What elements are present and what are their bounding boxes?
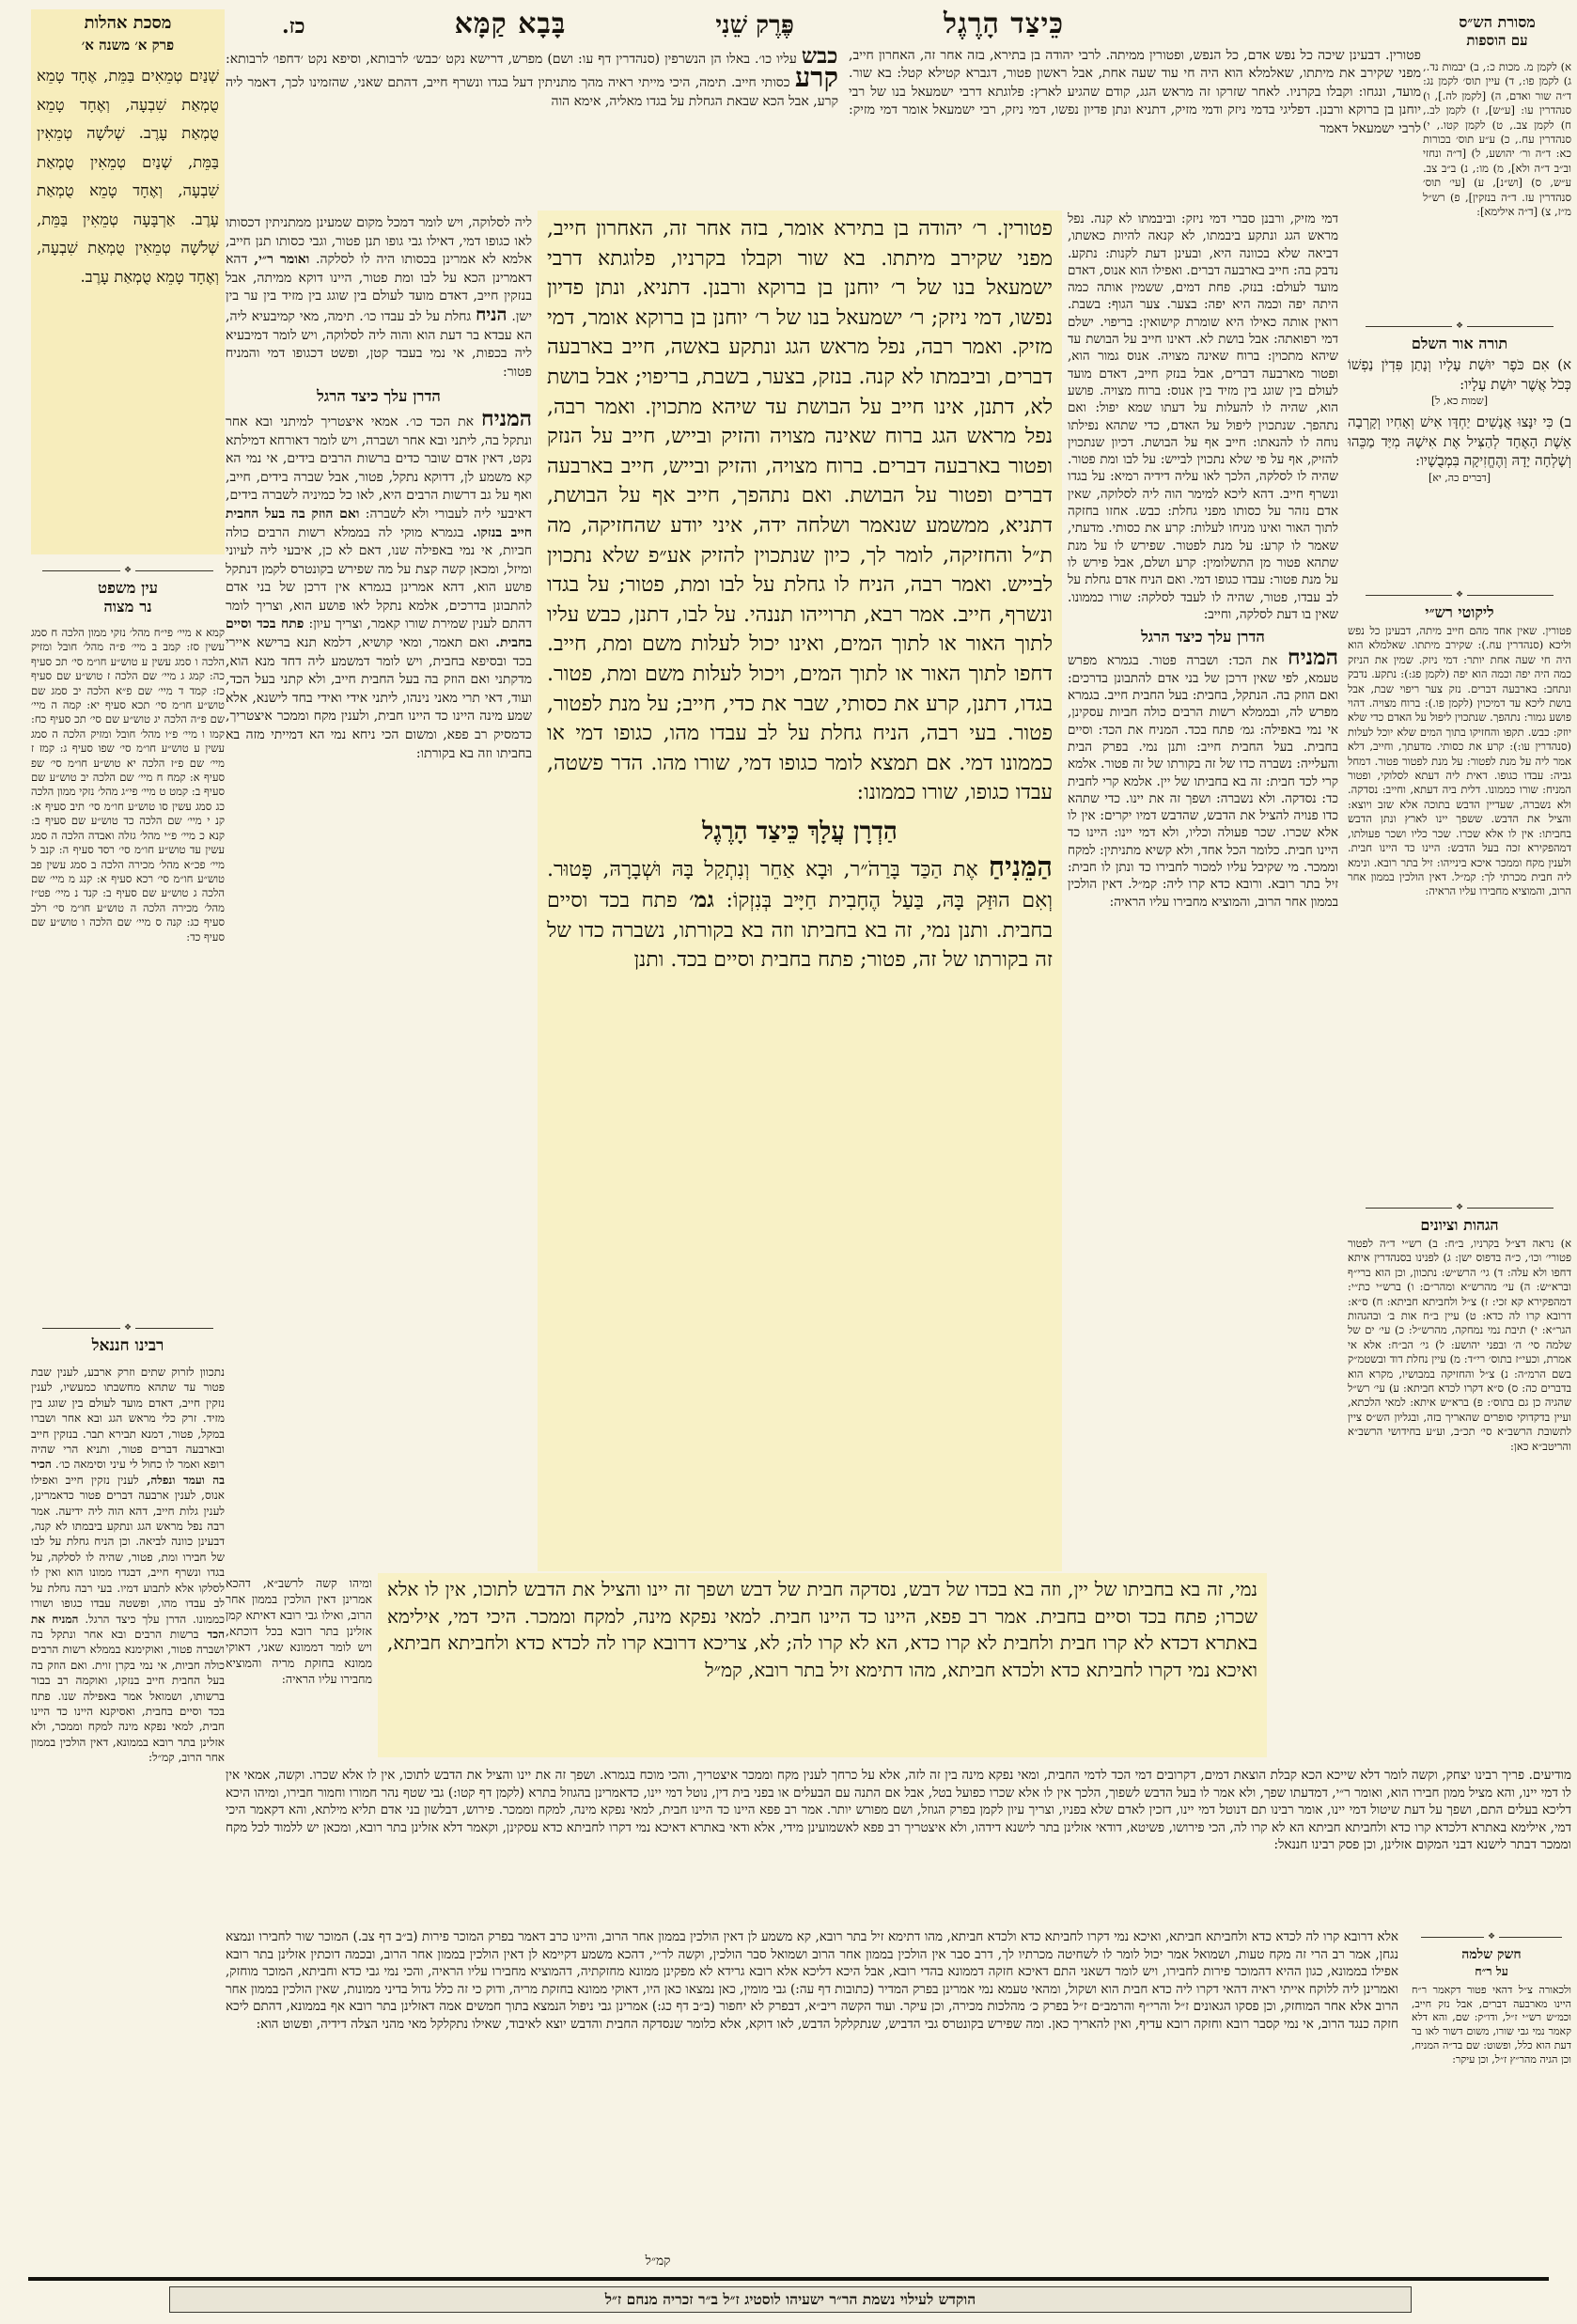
page-header [282,8,1064,49]
section-divider [1366,590,1554,600]
section-divider [1421,1928,1562,1946]
torah-or-verse-2: ב) כִּי יִנָּצוּ אֲנָשִׁים יַחְדָּו אִישׁ וְאָחִיו וְקָרְבָה אֵשֶׁת הָאֶחָד לְהַצִּיל אֶת אִישָׁהּ מִיַּד מַכֵּהוּ וְשָׁלְחָה יָדָהּ וְהֶחֱזִיקָה בִּמְבֻשָׁיו: [1348,413,1571,469]
mishnah-box-subtitle: פרק א׳ משנה א׳ [81,37,175,54]
rabbeinu-chananel-text [31,1365,225,2259]
ein-mishpat-title-line1: עין משפט [97,579,159,597]
divider-ornament-icon: ❖ [123,566,133,575]
rc-text-1: נתכוון לזרוק שתים וזרק ארבע, לענין שבת פטור עד שתהא מחשבתו כמעשיו, לענין נזקין חייב, דאדם מועד לעולם בין שוגג בין מזיד. זרק כלי מראש הגג ובא אחר ושברו במקל, פטור, דמנא תבירא תבר. בנזקין חייב ובארבעה דברים פטור, ותניא הרי שהיה רופא ואמר לו כחול לי עיני וסימאה כו׳. [31,1365,225,1472]
section-divider [1366,1203,1554,1212]
tosafot-text-6a: את הכד כו׳. אמאי איצטריך למיתני ובא אחר ונתקל בה, ליתני ובא אחר ושברה, ויש לומר דאורחא דמילתא נקט, דאין אדם שובר כדים ברשות הרבים בידים, אי נמי הא קא משמע לן, דדוקא נתקל, פטור, אבל שברה בידים, חייב, ואף על גב דרשות הרבים היא, לאו כל כמיניה לשברה בידים, דאיבעי ליה לעבורי ולא לשברה: [226,413,532,522]
rc-bold-2: המניח את הכד [31,1612,225,1641]
cheshek-shlomo-title-line1: חשק שלמה [1461,1946,1522,1962]
chapter-name: כֵּיצַד הָרֶגֶל [943,8,1064,40]
tosafot-top-2: כסותי חייב. תימה, היכי מייתי ראיה מהך מתניתין דעל בגדו ונשרף חייב, דהתם שאני, שהזמינו לכך, דאמר ליה קרע, אבל הכא שבאת הגחלת על בגדו מאליה, אימא הוה [226,75,838,109]
tosafot-lead-heniach: הניח [476,304,507,325]
mishnah-ohalot-box [31,9,225,554]
tosafot-lead-kera: קרע [794,61,838,94]
masoret-title-line2: עם הוספות [1466,32,1528,49]
hagahot-title: הגהות וציונים [1420,1216,1499,1234]
mishnah-box-text: שְׁנַיִם טְמֵאִים בַּמֵּת, אֶחָד טָמֵא טֻמְאַת שִׁבְעָה, וְאֶחָד טָמֵא טֻמְאַת עָרֶב. שְׁלֹשָׁה טְמֵאִין בַּמֵּת, שְׁנַיִם טְמֵאִין טֻמְאַת שִׁבְעָה, וְאֶחָד טָמֵא טֻמְאַת עָרֶב. אַרְבָּעָה טְמֵאִין בַּמֵּת, שְׁלֹשָׁה טְמֵאִין טֻמְאַת שִׁבְעָה, וְאֶחָד טָמֵא טֻמְאַת עָרֶב. [37,67,219,286]
torah-or-ref-1: [שמות כא, ל] [1430,395,1489,407]
torah-or-ref-2: [דברים כה, יא] [1428,471,1491,484]
ein-mishpat-title-line2: נר מצוה [103,598,152,616]
hagahot-text: א) נראה דצ״ל בקרניו, ב״ח: ב) רש״י ד״ה לפטור פטורי׳ וכו׳, כ״ה בדפוס ישן: ג) לפנינו בסנהדרין איתא דחפו ולא עלה: ד) גי׳ הרש״ש: נתכוון, וכן הוא ברי״ף וברא״ש: ה) עי׳ מהרש״א ומהר״ם: ו) ברש״י כת״י: דמהפקירא קא זכי: ז) צ״ל ולחביתא חביתא: ח) ס״א: דרובא קרו לה כדא: ט) עיין ב״ח אות ב׳ ובהגהות הגר״א: י) תיבת נמי נמחקה, מהרש״ל: כ) עי׳ ים של שלמה סי׳ ה׳ ובפני יהושע: ל) גי׳ הב״ח: אלא אי אמרת, וכעי״ז בתוס׳ רי״ד: מ) עיין נחלת דוד ובשטמ״ק בשם הרמ״ה: נ) צ״ל והחזיקה במבושיו, מקרא הוא בדברים כה: ס) ס״א דקרו לכדא חביתא: ע) עי׳ רש״ל שהגיה כן גם בתוס׳: פ) ברא״ש איתא: למאי הלכתא, ועיין בדקדוקי סופרים שהאריך בזה, ובגליון הש״ס ציין לתשובת הרשב״א סי׳ תכ״ב, וע״ע בחידושי הרשב״א והריטב״א כאן: [1348,1237,1571,1453]
tosafot-continuation-text: ומיהו קשה לרשב״א, דהכא אמרינן דאין הולכין בממון אחר הרוב, ואילו גבי רובא דאיתא קמן אזלינן בתר רובא בכל דוכתא, ויש לומר דממונא שאני, דאוקי ממונא בחזקת מריה והמוציא מחבירו עליו הראיה: [226,1576,372,1686]
rashi-text-2: את הכד: ושברה פטור. בגמרא מפרש טעמא, לפי שאין דרכן של בני אדם להתבונן בדרכים: ואם הוזק בה. הנתקל, בחבית: בעל החבית חייב. בגמרא מפרש לה, ובממלא רשות הרבים כולה חביות עסקינן, אי נמי באפילה: גמ׳ פתח בכד. המניח את הכד: וסיים בחבית. בעל החבית חייב: ותנן נמי. בפרק הבית והעלייה: נשברה כדו של זה בקורתו של זה פטור. אלמא קרי לכד חבית: זה בא בחביתו של יין. אלמא קרי לחבית כד: נסדקה. ולא נשברה: ושפך זה את יינו. כדי שתהא כדו פנויה להציל את הדבש, שהדבש דמיו יקרים: אין לו אלא שכרו. שכר פעולה וכליו, ולא דמי יינו: היינו כד היינו חבית. כלומר הכל אחד, ולא קשיא מתניתין: למקח וממכר. מי שקיבל עליו למכור לחבירו כד ונתן לו חבית: זיל בתר רובא. ורובא כדא קרו ליה: קמ״ל. דאין הולכין בממון אחר הרוב, והמוציא מחבירו עליו הראיה: [1068,653,1338,910]
ein-mishpat-text: קמא א מיי׳ פי״ח מהל׳ נזקי ממון הלכה ח סמג עשין סז: קמב ב מיי׳ פ״ה מהל׳ חובל ומזיק הלכה ו סמג עשין ע טוש״ע חו״מ סי׳ תכ סעיף כה: קמג ג מיי׳ שם הלכה ז טוש״ע שם סעיף כז: קמד ד מיי׳ שם פ״א הלכה יב סמג שם טוש״ע חו״מ סי׳ תכא סעיף יא: קמה ה מיי׳ שם פ״ה הלכה יג טוש״ע שם סי׳ תכ סעיף כח: קמו ו מיי׳ פ״ו מהל׳ חובל ומזיק הלכה ה סמג עשין ע טוש״ע חו״מ סי׳ שפו סעיף ג: קמז ז מיי׳ שם פ״ז הלכה יא טוש״ע חו״מ סי׳ שפ סעיף א: קמח ח מיי׳ שם הלכה יב טוש״ע שם סעיף ב: קמט ט מיי׳ פי״ג מהל׳ נזקי ממון הלכה כג סמג עשין סו טוש״ע חו״מ סי׳ תיב סעיף א: קנ י מיי׳ שם הלכה כד טוש״ע שם סעיף ב: קנא כ מיי׳ פ״י מהל׳ גזלה ואבדה הלכה ה סמג עשין עד טוש״ע חו״מ סי׳ רסד סעיף ה: קנב ל מיי׳ פכ״א מהל׳ מכירה הלכה ב סמג עשין פב טוש״ע חו״מ סי׳ רכא סעיף א: קנג מ מיי׳ שם הלכה ג טוש״ע שם סעיף ב: קנד נ מיי׳ פט״ז מהל׳ מכירה הלכה ה טוש״ע חו״מ סי׳ רלב סעיף כג: קנה ס מיי׳ שם הלכה ו טוש״ע שם סעיף כד: [31,626,225,944]
tosafot-text-5: גחלת על לב עבדו כו׳. תימה, מאי קמיבעיא ליה, הא עבדא בר דעת הוא והוה ליה לסלוקה, ויש לומר דמיבעיא ליה בכפות, אי נמי בעבד קטן, ופשט דכגופו דמי והמניח פטור: [226,308,532,380]
likutei-rashi-section [1348,590,1571,1199]
gemara-wide-block: נמי, זה בא בחביתו של יין, וזה בא בכדו של דבש, נסדקה חבית של דבש ושפך זה יינו והציל את הדבש לתוכו, אין לו אלא שכרו; פתח בכד וסיים בחבית. אמר רב פפא, היינו כד היינו חבית. למאי נפקא מינה, למקח וממכר. היכי דמי, אילימא באתרא דכדא לא קרו חבית ולחבית לא קרו כדא, הא לא קרו לה; לא, צריכא דרובא קרו לה לכדא כדא ולחביתא חביתא, ואיכא נמי דקרו לחביתא כדא ולכדא חביתא, מהו דתימא זיל בתר רובא, קמ״ל [378,1573,1267,1757]
divider-ornament-icon: ❖ [1487,1932,1496,1942]
tosafot-text-3b: דהא דאמרינן הכא על לבו ומת פטור, היינו דוקא ממיתה, אבל בנזקין חייב, דאדם מועד לעולם בין שוגג בין מזיד בין ער בין ישן. [226,252,532,324]
mishnah-lead-hameniach: הַמֵּנִיחַ [988,850,1053,883]
mishnah-text: אֶת הַכַּד בָּרַהֹ״ר, וּבָא אַחֵר וְנִתְקַל בָּהּ וּשְׁבָרָהּ, פָּטוּר. וְאִם הוּזַּק בָּהּ, בַּעַל הֶחָבִית חַיָּיב בְּנִזְקוֹ: [547,858,1053,913]
hadran-rashi: הדרן עלך כיצד הרגל [1141,628,1265,647]
rashi-lead-hameniach: המניח [1288,645,1338,671]
divider-ornament-icon: ❖ [1455,321,1464,331]
tosafot-text-6b: בגמרא מוקי לה בממלא רשות הרבים כולה חביות, אי נמי באפילה שנו, דאם לא כן, איבעי ליה לעיוני ומיזל, ומכאן קשה קצת על מה שפירש בקונטרס לקמן דנתקל פושע הוא, דהא אמרינן בגמרא אין דרכן של בני אדם להתבונן בדרכים, אלמא נתקל לאו פושע הוא, וצריך לומר דהתם לענין שמירת שורו קאמר, וצריך עיון: [226,524,532,632]
section-divider [42,1323,213,1333]
rabbeinu-chananel-title: רבינו חננאל [91,1336,164,1355]
divider-ornament-icon: ❖ [123,1323,133,1333]
gemara-text-1: פטורין. ר׳ יהודה בן בתירא אומר, בזה אחר זה, האחרון חייב, מפני שקירב מיתתו. בא שור וקבלו בקרניו, פלוגתא דרבי ישמעאל בנו של ר׳ יוחנן בן ברוקא ורבנן. דתניא, ונתן פדיון נפשו, דמי ניזק; ר׳ ישמעאל בנו של ר׳ יוחנן בן ברוקא אומר, דמי מזיק. ואמר רבה, נפל מראש הגג ונתקע באשה, חייב בארבעה דברים, וביבמתו לא קנה. בנזק, בצער, בשבת, בריפוי; אבל בושת לא, דתנן, אינו חייב על הבושת עד שיהא מתכוין. ואמר רבה, נפל מראש הגג ברוח שאינה מצויה והזיק ובייש, חייב על הנזק ופטור בארבעה דברים. ברוח מצויה, והזיק ובייש, חייב בארבעה דברים ופטור על הבושת. ואם נתהפך, חייב אף על הבושת, דתניא, ממשמע שנאמר ושלחה ידה, איני יודע שהחזיקה, מה ת״ל והחזיקה, לומר לך, כיון שנתכוין להזיק אע״פ שלא נתכוין לבייש. ואמר רבה, הניח לו גחלת על לבו ומת, פטור; על בגדו ונשרף, חייב. אמר רבא, תרוייהו תננהי. על לבו, דתנן, כבש עליו לתוך האור או לתוך המים, ואינו יכול לעלות משם ומת, חייב. דחפו לתוך האור או לתוך המים, ויכול לעלות משם ומת, פטור. בגדו, דתנן, קרע את כסותי, שבר את כדי, חייב; על מנת לפטור, פטור. בעי רבה, הניח גחלת על לב עבדו מהו, כגופו דמי או כממונו דמי. אם תמצא לומר כגופו דמי, שורו מהו. הדר פשטה, עבדו כגופו, שורו כממונו: [547,217,1053,805]
masoret-title [1423,13,1571,50]
rashi-column [1068,211,1338,1571]
tosafot-lead-keves: כבש [801,47,838,69]
bottom-commentary-b [226,1928,1571,2252]
ein-mishpat-title [31,579,225,616]
hadran-gemara: הַדְרָן עֲלָךְ כֵּיצַד הָרֶגֶל [702,817,898,846]
torah-or-section [1348,321,1571,490]
daf-number: כז. [282,14,305,39]
cheshek-shlomo-title-line2: על ר״ח [1475,1964,1508,1979]
section-divider [42,566,213,575]
bottom-rule [28,2277,1549,2281]
gemara-text-2: פתח בכד וסיים בחבית. ותנן נמי, זה בא בחביתו וזה בא בקורתו, נשברה כדו של זה בקורתו של זה, פטור; פתח בחבית וסיים בכד. ותנן [547,889,1053,973]
masoret-title-line1: מסורת הש״ס [1459,13,1536,31]
rashi-text-1: דמי מזיק, ורבנן סברי דמי ניזק: וביבמתו לא קנה. נפל מראש הגג ונתקע ביבמתו, לא קנאה להיות כאשתו, דביאה שלא בכוונה היא, ובעינן דעת לקנות: נתקע. נדבק בה: חייב בארבעה דברים. ואפילו הוא אנוס, דאדם מועד לעולם: בנזק. פחת דמים, ששמין אותה כמה היתה יפה וכמה היא יפה: בצער. צער הגוף: בשבת. רואין אותה כאילו היא שומרת קישואין: בריפוי. ישלם דמי רפואתה: אבל בושת לא. דאינו חייב על הבושת עד שיהא מתכוין: ברוח שאינה מצויה. אנוס גמור הוא, ופטור מארבעה דברים, אבל בנזק חייב, דאדם מועד לעולם בין שוגג בין מזיד בין אנוס: ברוח מצויה. פושע הוא, שהיה לו להעלות על דעתו שמא יפול: ואם נתהפך. שנתכוין ליפול על האדם, כדי שתהא נפילתו נוחה לו להנאתו: חייב אף על הבושת. דכיון שנתכוין להזיק, אף על פי שלא נתכוין לבייש: על לבו ומת פטור. שהיה לו לסלקה, הלכך לאו עליה דידיה רמיא: על בגדו ונשרף חייב. דהא ליכא למימר הוה ליה לסלוקה, שאין אדם נזהר על כסותו מפני גחלת: כבש. אחזו בחזקה לתוך האור ואינו מניחו לעלות: קרע את כסותי. מדעתי, שאמר לו קרע: על מנת לפטור. שפירש לו על מנת שתהא פטור מן התשלומין: קרע ושלם, אבל פירש לו על מנת פטור: עבדו כגופו דמי. ואם הניח אדם גחלת על לב עבדו, פטור, שהיה לו לעבד לסלקה: שורו כממונו. שאין בו דעת לסלקה, וחייב: [1068,211,1338,622]
bottom-commentary-a: מודיעים. פריך רבינו יצחק, וקשה לומר דלא שייכא הכא קבלת הוצאת דמים, דקרובים דמי הכד לדמי החבית, ומאי נפקא מינה בין זה לזה, אלא על כרחך לענין מקח וממכר איצטריך, והכי מוכח בגמרא. ושפך זה את יינו והציל את הדבש לתוכו, אין לו אלא שכרו. וקשה, אמאי אין לו דמי יינו, והא מציל ממון חבירו הוא, ואומר ר״י, דמדעתו שפך, ולא אמר לו בעל הדבש לשפוך, הלכך אין לו אלא שכרו כפועל בטל, אבל אם התנה עם הבעלים או בפני בית דין, נוטל דמי יינו, כדאמרינן בהגוזל בתרא (לקמן דף קטו:) גבי שטף נהר חמורו וחמור חבירו, ומיהו היכא דליכא בעלים התם, ושפך על דעת שיטול דמי יינו, אומר רבינו תם דנוטל דמי יינו, דזכין לאדם שלא בפניו, וצריך עיון לקמן בפרק הגוזל, ושם מפורש יותר. אמר רב פפא היינו כד היינו חבית, למאי נפקא מינה, למקח וממכר. פירוש, דבלשון בני אדם תליא מילתא, והא דקאמר היכי דמי, אילימא באתרא דלכדא קרו כדא ולחביתא חביתא הא לא קרו לה, הכי פירושו, פשיטא, דודאי אזלינן בתר לישנא דידהו, ולא איצטריך רב פפא לאשמועינן מידי, אלא ודאי באתרא דאיכא נמי דקרו לחביתא כדא עסקינן, וקאמר דלא אזלינן בתר רובא, ומכאן יש ללמוד לכל מקח וממכר דבתר לישנא דבני המקום אזלינן, וכן פסק רבינו חננאל: [226,1768,1571,1853]
divider-ornament-icon: ❖ [1455,590,1464,600]
closing-word: קמ״ל [645,2254,671,2269]
likutei-rashi-text: פטורין. שאין אחד מהם חייב מיתה, דבעינן כל נפש וליכא (סנהדרין עח.): שקירב מיתתו. שאלמלא הוא היה חי שעה אחת יותר: דמי ניזק. שמין את הניזק כמה היה יפה וכמה הוא יפה (לקמן פג:): נתקע. נדבק ונתחב: בארבעה דברים. נזק צער ריפוי שבת, אבל בושת ליכא עד דמיכוין (לקמן פו.): ברוח מצויה. דהוי פושע גמור: נתהפך. שנתכוין ליפול על האדם כדי שלא יוזק: כבש. תקפו והחזיקו בתוך המים שלא יוכל לעלות (סנהדרין עו:): קרע את כסותי. מדעתך, וחייב, דלא אמר ליה על מנת לפטור: על מנת לפטור פטור. דמחל גביה: עבדו כגופו. דאית ליה דעתא לסלוקי, ופטור המניח: שורו כממונו. דלית ביה דעתא, וחייב: נסדקה. ולא נשברה, שעדיין הדבש בתוכה אלא שזב ויוצא: והציל את הדבש. ששפך יינו לארץ ונתן הדבש בחביתו: אין לו אלא שכרו. שכר כליו ושכר פעולתו, דמהפקירא זכה בעל הדבש: היינו כד היינו חבית. ולענין מקח וממכר איכא בינייהו: זיל בתר רובא. ונימא ליה חבית מכרתי לך: קמ״ל. דאין הולכין בממון אחר הרוב, והמוציא מחבירו עליו הראיה: [1348,624,1571,898]
likutei-rashi-title: ליקוטי רש״י [1425,603,1494,621]
section-divider [1366,321,1554,331]
rc-bold-1: הכיר בה ועמד ונפלה, [31,1458,225,1487]
tractate-name: בָּבָא קַמָּא [454,8,567,40]
bottom-commentary-b-text: אלא דרובא קרו לה לכדא כדא ולחביתא חביתא, ואיכא נמי דקרו לחביתא כדא ולכדא חביתא, מהו דתימא זיל בתר רובא, קא משמע לן דאין הולכין בממון אחר הרוב, והיינו כרב דאמר בפרק המוכר פירות (ב״ב דף צב.) המוכר שור לחבירו ונמצא נגחן, אמר רב הרי זה מקח טעות, ושמואל אמר יכול לומר לו לשחיטה מכרתיו לך, דרב סבר אין הולכין בממון אחר הרוב ושמואל סבר הולכין, וקשה לר״י, דהכא משמע דקיימא לן דאין הולכין בממון אחר הרוב, ובכמה דוכתין אזלינן בתר רובא אפילו בממונא, כגון ההיא דהמוכר פירות לחבירו, ויש לומר דשאני התם דאיכא חזקה דממונא בהדי רובא, אבל היכא דליכא אלא רובא גרידא לא מפקינן ממונא מחזקתיה, דהמוציא מחבירו עליו הראיה, והכי נמי גבי כדא וחביתא, המוכר מוחזק, ואמרינן ליה ללוקח אייתי ראיה דהאי דקרו ליה כדא חבית הוא ושקול, ומהאי טעמא נמי אמרינן בפרק המדיר (כתובות דף עה:) גבי מומין, כאן נמצאו כאן היו, דאוקי ממונא בחזקת מריה, ודוק כי זה כלל גדול בדיני ממונות, שאין הולכין בממון אחר הרוב אלא אחר המוחזק, וכן פסקו הגאונים ז״ל והרי״ף והרמב״ם ז״ל בפרק כ׳ מהלכות מכירה, וכן עיקר. ועוד הקשה ריב״א, דבפרק לא יחפור (ב״ב דף כג:) אמרינן גבי ניפול הנמצא בתוך חמשים אמה דאזלינן בתר רובא אף בממונא, דהתם ליכא חזקה כנגד הרוב, אי נמי קסבר רובא וחזקה רובא עדיף, ואין להאריך כאן. ומה שפירש בקונטרס גבי הדביש, שנתקלקל הדבש, לאו דוקא, אלא כלומר שנסדקה החבית והדבש יוצא לאיבוד, שאילו נתקלקל מאי מהני הצלה דידיה, ופשוט הוא: [226,1929,1398,2032]
perek-label: פֶּרֶק שֵׁנִי [715,11,794,39]
tosafot-lead-hameniach: המניח [481,405,532,431]
divider-ornament-icon: ❖ [1455,1203,1464,1212]
gemara-column [538,211,1062,1571]
tosafot-top-text [226,47,838,212]
rc-text-3: ברשות הרבים ובא אחר ונתקל בה ושברה פטור, ואוקימנא בממלא רשות הרבים כולה חביות, אי נמי בקרן זוית. ואם הוזק בה בעל החבית חייב בנזקו, ואוקמה רב בבור ברשותו, ושמואל אמר באפילה שנו. פתח בכד וסיים בחבית, ואסיקנא היינו כד היינו חבית, למאי נפקא מינה למקח וממכר, ולא אזלינן בתר רובא בממונא, דאין הולכין בממון אחר הרוב, קמ״ל: [31,1627,225,1765]
dedication-strip: הוקדש לעילוי נשמת הר״ר ישעיהו לוסטיג ז״ל ב״ר זכריה מנחם ז״ל [169,2286,1412,2313]
tosafot-text-3a: ליה לסלוקה, ויש לומר דמכל מקום שמעינן ממתניתין דכסותו לאו כגופו דמי, דאילו גבי גופו תנן פטור, וגבי כסותו תנן חייב, אלמא לא אמרינן בכסותו היה לו לסלקה. [226,215,532,268]
tosafot-column [226,214,532,1564]
tosafot-text-6c: ואם תאמר, ומאי קושיא, דלמא תנא ברישא איירי בכד ובסיפא בחבית, ויש לומר דמשמע ליה דחד מנא הוא, מדקתני ואם הוזק בה בעל החבית חייב, ולא קתני בעל הכד, ועוד, דאי תרי מאני נינהו, ליתני אידי ואידי בחד לישנא, אלא שמע מינה היינו כד היינו חבית, ולענין מקח וממכר איצטריך, כדמסיק רב פפא, ומשום הכי ניחא נמי הא דמייתי מזה בא בחביתו וזה בא בקורתו: [226,635,532,761]
torah-or-verse-1: א) אִם כֹּפֶר יוּשַׁת עָלָיו וְנָתַן פִּדְיֹן נַפְשׁוֹ כְּכֹל אֲשֶׁר יוּשַׁת עָלָיו: [1348,356,1571,393]
tosafot-dibur-2: ואם הוזק בה בעל החבית חייב בנזקו. [226,506,532,540]
tosafot-bold-ri: ואומר ר״י, [247,252,310,268]
hagahot-section [1348,1203,1571,1755]
hadran-tosafot: הדרן עלך כיצד הרגל [317,387,441,406]
torah-or-title: תורה אור השלם [1411,335,1508,352]
gemara-gm-lead: גמ׳ [689,887,714,913]
cheshek-shlomo-text: ולכאורה צ״ל דהאי פטור דקאמר ר״ח היינו מארבעה דברים, אבל נזק חייב, וכמ״ש רש״י ז״ל, ודו״ק: שם, והא דלא קאמר נמי גבי שורו, משום דשור לאו בר דעת הוא כלל, ופשוט: שם בד״ה המניח, וכן הגיה מהר״ץ ז״ל, וכן עיקר: [1412,1983,1571,2066]
tosafot-dibur-3: פתח בכד וסיים בחבית. [226,616,532,651]
rc-text-2: לענין נזקין חייב ואפילו אנוס, לענין ארבעה דברים פטור כדאמרינן, לענין גלות חייב, דהא הוה ליה ידיעה. אמר רבה נפל מראש הגג ונתקע ביבמתו לא קנה, דבעינן כוונה לביאה. וכן הניח גחלת על לבו של חבירו ומת, פטור, שהיה לו לסלקה, על בגדו ונשרף חייב, דבגדו ממונו הוא ואין לו לסלקו אלא לתבוע דמיו. בעי רבה גחלת על לב עבדו מהו, ופשטה עבדו כגופו ושורו כממונו. הדרן עלך כיצד הרגל. [31,1473,225,1626]
masoret-hashas-text: א) לקמן מ. מכות כ:, ב) יבמות נד., ג) לקמן פו:, ד) עיין תוס׳ לקמן נג: ד״ה שור ואדם, ה) [לקמן לה.], ו) סנהדרין עו: [ע״ש], ז) לקמן לב., ח) לקמן צב., ט) לקמן קטו., י) סנהדרין עח., כ) ע״ע תוס׳ בכורות כא: ד״ה ור׳ יהושע, ל) [ד״ה ונחזי וב״ב ד״ה ולא], מ) מו:, נ) ב״ב צב. ע״ש, ס) [וש״נ], ע) [עי׳ תוס׳ סנהדרין עז. ד״ה בנזקין], פ) רש״ל מ״ז, צ) [ד״ה אילימא]: [1423,60,1571,219]
rashi-top-text: פטורין. דבעינן שיכה כל נפש אדם, כל הנפש, ופטורין ממיתה. לרבי יהודה בן בתירא, בזה אחר זה, האחרון חייב, מפני שקירב את מיתתו, שאלמלא הוא היה חי עוד שעה אחת, אבל ראשון פטור, דגברא קטילא קטל: בא שור. מועד, ונגחו: וקבלו בקרניו. לאחר שזרקו זה מראש הגג, קודם שהגיע לארץ: פלוגתא דרבי ישמעאל בנו של רבי יוחנן בן ברוקא ורבנן. דפליגי בדמי ניזק ודמי מזיק, דתניא ונתן פדיון נפשו, דמי ניזק, רבי ישמעאל אומר דמי מזיק: לרבי ישמעאל דאמר [849,48,1421,136]
cheshek-shlomo-section [1412,1928,1571,2210]
mishnah-box-title: מסכת אהלות [84,13,172,33]
tosafot-top-1: עליו כו׳. באלו הן הנשרפין (סנהדרין דף עו: ושם) מפרש, דרישא נקט ׳כבש׳ לרבותא, וסיפא נקט ׳דחפו׳ לרבותא: [226,52,797,67]
